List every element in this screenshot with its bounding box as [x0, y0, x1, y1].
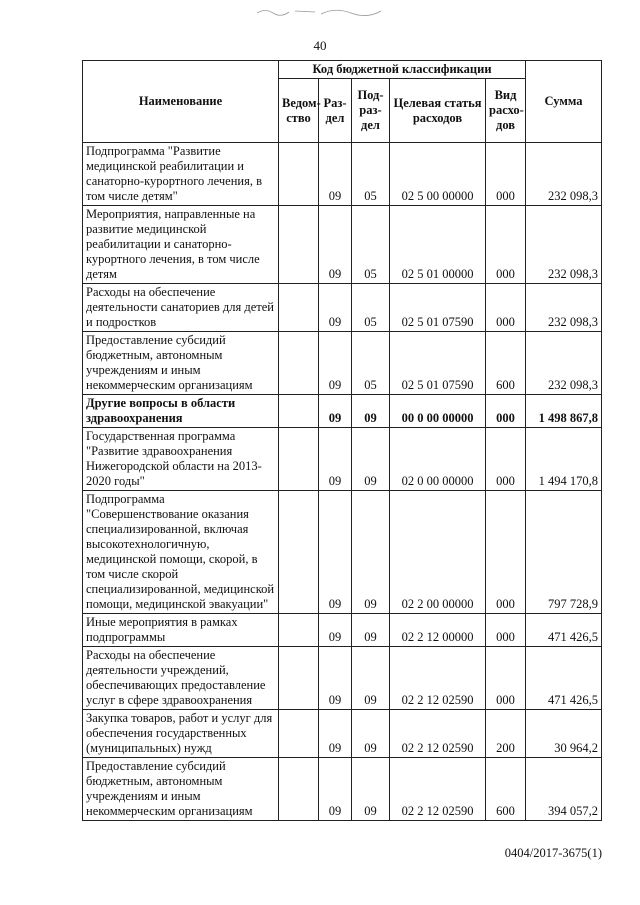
cell-target: 02 2 12 00000: [390, 614, 486, 647]
cell-sum: 232 098,3: [526, 143, 602, 206]
cell-razdel: 09: [319, 284, 352, 332]
cell-sum: 471 426,5: [526, 614, 602, 647]
cell-podrazdel: 09: [352, 395, 390, 428]
cell-vid: 000: [486, 614, 526, 647]
cell-podrazdel: 09: [352, 758, 390, 821]
cell-ved: [279, 395, 319, 428]
cell-razdel: 09: [319, 428, 352, 491]
cell-ved: [279, 284, 319, 332]
cell-target: 02 5 01 07590: [390, 284, 486, 332]
header-name: Наименование: [83, 61, 279, 143]
cell-sum: 471 426,5: [526, 647, 602, 710]
cell-sum: 30 964,2: [526, 710, 602, 758]
table-row: [83, 395, 602, 428]
cell-razdel: 09: [319, 332, 352, 395]
table-row: [83, 758, 602, 821]
cell-target: 00 0 00 00000: [390, 395, 486, 428]
budget-table: [82, 60, 602, 821]
header-target: Целевая статья расходов: [390, 79, 486, 143]
table-row: [83, 491, 602, 614]
cell-sum: 232 098,3: [526, 206, 602, 284]
cell-podrazdel: 05: [352, 143, 390, 206]
cell-target: 02 2 12 02590: [390, 647, 486, 710]
cell-vid: 000: [486, 428, 526, 491]
cell-sum: 797 728,9: [526, 491, 602, 614]
cell-name: Подпрограмма "Совершенствование оказания специализированной, включая высокотехнологичную, медицинской помощи, скорой, в том числе скорой специализированной, медицинской помощи, медицинской эвакуации": [83, 491, 279, 614]
cell-name: Предоставление субсидий бюджетным, автономным учреждениям и иным некоммерческим организациям: [83, 758, 279, 821]
cell-podrazdel: 05: [352, 206, 390, 284]
page-number: 40: [313, 38, 327, 53]
cell-ved: [279, 491, 319, 614]
header-vedomstvo: Ведом-ство: [279, 79, 319, 143]
cell-razdel: 09: [319, 647, 352, 710]
cell-razdel: 09: [319, 143, 352, 206]
cell-name: Расходы на обеспечение деятельности учреждений, обеспечивающих предоставление услуг в сфере здравоохранения: [83, 647, 279, 710]
document-code: 0404/2017-3675(1): [504, 846, 602, 860]
table-row: [83, 428, 602, 491]
cell-ved: [279, 710, 319, 758]
cell-ved: [279, 206, 319, 284]
header-vid: Вид расхо-дов: [486, 79, 526, 143]
cell-razdel: 09: [319, 758, 352, 821]
cell-sum: 394 057,2: [526, 758, 602, 821]
table-row: [83, 332, 602, 395]
cell-podrazdel: 05: [352, 284, 390, 332]
cell-ved: [279, 332, 319, 395]
cell-target: 02 0 00 00000: [390, 428, 486, 491]
cell-target: 02 5 01 00000: [390, 206, 486, 284]
cell-vid: 000: [486, 284, 526, 332]
cell-target: 02 2 12 02590: [390, 710, 486, 758]
header-razdel: Раз-дел: [319, 79, 352, 143]
cell-razdel: 09: [319, 614, 352, 647]
cell-razdel: 09: [319, 491, 352, 614]
cell-razdel: 09: [319, 395, 352, 428]
cell-podrazdel: 09: [352, 647, 390, 710]
cell-ved: [279, 143, 319, 206]
table-row: [83, 284, 602, 332]
cell-name: Подпрограмма "Развитие медицинской реабилитации и санаторно-курортного лечения, в том числе детям": [83, 143, 279, 206]
table-row: [83, 710, 602, 758]
table-row: [83, 143, 602, 206]
cell-ved: [279, 647, 319, 710]
cell-name: Мероприятия, направленные на развитие медицинской реабилитации и санаторно-курортного лечения, в том числе детям: [83, 206, 279, 284]
cell-vid: 200: [486, 710, 526, 758]
cell-podrazdel: 09: [352, 614, 390, 647]
cell-target: 02 2 12 02590: [390, 758, 486, 821]
cell-vid: 600: [486, 332, 526, 395]
cell-name: Государственная программа "Развитие здравоохранения Нижегородской области на 2013-2020 годы": [83, 428, 279, 491]
header-podrazdel: Под-раз-дел: [352, 79, 390, 143]
handwritten-scribble: [255, 6, 385, 18]
cell-podrazdel: 05: [352, 332, 390, 395]
cell-sum: 1 494 170,8: [526, 428, 602, 491]
cell-name: Иные мероприятия в рамках подпрограммы: [83, 614, 279, 647]
table-row: [83, 614, 602, 647]
cell-target: 02 5 00 00000: [390, 143, 486, 206]
cell-vid: 000: [486, 647, 526, 710]
cell-razdel: 09: [319, 710, 352, 758]
cell-vid: 000: [486, 206, 526, 284]
table-row: [83, 647, 602, 710]
cell-sum: 232 098,3: [526, 284, 602, 332]
cell-razdel: 09: [319, 206, 352, 284]
cell-podrazdel: 09: [352, 491, 390, 614]
cell-sum: 232 098,3: [526, 332, 602, 395]
header-sum: Сумма: [526, 61, 602, 143]
cell-vid: 000: [486, 395, 526, 428]
cell-name: Расходы на обеспечение деятельности санаториев для детей и подростков: [83, 284, 279, 332]
table-row: [83, 206, 602, 284]
cell-podrazdel: 09: [352, 428, 390, 491]
cell-name: Предоставление субсидий бюджетным, автономным учреждениям и иным некоммерческим организациям: [83, 332, 279, 395]
cell-ved: [279, 428, 319, 491]
cell-vid: 600: [486, 758, 526, 821]
cell-name: Закупка товаров, работ и услуг для обеспечения государственных (муниципальных) нужд: [83, 710, 279, 758]
cell-target: 02 2 00 00000: [390, 491, 486, 614]
cell-ved: [279, 614, 319, 647]
cell-ved: [279, 758, 319, 821]
cell-target: 02 5 01 07590: [390, 332, 486, 395]
cell-podrazdel: 09: [352, 710, 390, 758]
cell-vid: 000: [486, 143, 526, 206]
cell-name: Другие вопросы в области здравоохранения: [83, 395, 279, 428]
header-code-group: Код бюджетной классификации: [279, 61, 526, 79]
cell-sum: 1 498 867,8: [526, 395, 602, 428]
cell-vid: 000: [486, 491, 526, 614]
